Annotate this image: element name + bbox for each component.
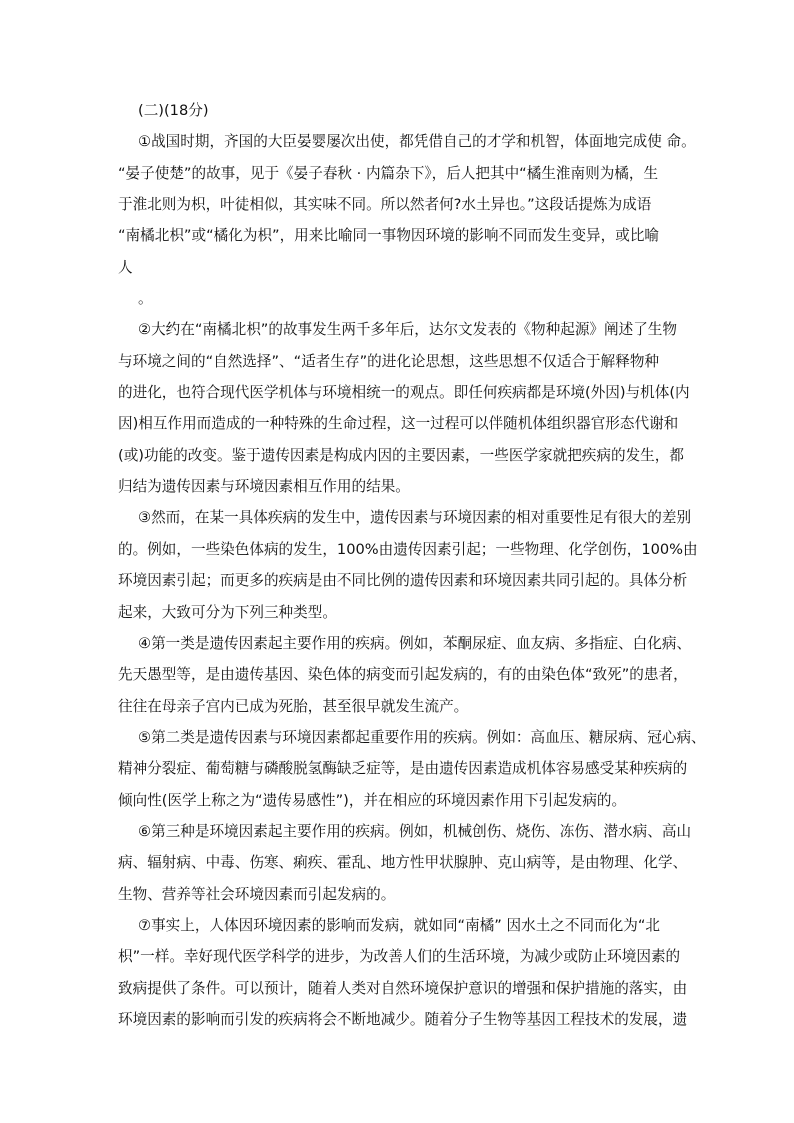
section-heading: (二)(18分) bbox=[138, 102, 209, 119]
text-line: ②大约在“南橘北枳”的故事发生两千多年后，达尔文发表的《物种起源》阐述了生物 bbox=[138, 321, 677, 339]
document-body bbox=[118, 95, 706, 1035]
text-line: ①战国时期，齐国的大臣晏婴屡次出使，都凭借自己的才学和机智，体面地完成使 命。 bbox=[138, 133, 696, 151]
text-line: ⑦事实上，人体因环境因素的影响而发病，就如同“南橘” 因水土之不同而化为“北 bbox=[138, 916, 661, 934]
text-line: 环境因素的影响而引发的疾病将会不断地减少。随着分子生物等基因工程技术的发展，遗 bbox=[118, 1010, 688, 1028]
text-line: 于淮北则为枳，叶徒相似，其实味不同。所以然者何?水土异也。”这段话提炼为成语 bbox=[118, 196, 652, 214]
text-line: 倾向性(医学上称之为“遗传易感性”)，并在相应的环境因素作用下引起发病的。 bbox=[118, 791, 627, 809]
text-line: 。 bbox=[138, 290, 153, 308]
text-line: 因)相互作用而造成的一种特殊的生命过程，这一过程可以伴随机体组织器官形态代谢和 bbox=[118, 415, 679, 433]
text-line: 人 bbox=[118, 258, 133, 276]
text-line: 精神分裂症、葡萄糖与磷酸脱氢酶缺乏症等，是由遗传因素造成机体容易感受某种疾病的 bbox=[118, 760, 688, 778]
text-line: 病、辐射病、中毒、伤寒、痢疾、霍乱、地方性甲状腺肿、克山病等，是由物理、化学、 bbox=[118, 854, 688, 872]
text-line: 往往在母亲子宫内已成为死胎，甚至很早就发生流产。 bbox=[118, 697, 469, 715]
text-line: 先天愚型等，是由遗传基因、染色体的病变而引起发病的，有的由染色体“致死”的患者， bbox=[118, 666, 688, 684]
text-line: 归结为遗传因素与环境因素相互作用的结果。 bbox=[118, 478, 410, 496]
text-line: ③然而，在某一具体疾病的发生中，遗传因素与环境因素的相对重要性足有很大的差别 bbox=[138, 509, 692, 527]
text-line: 环境因素引起；而更多的疾病是由不同比例的遗传因素和环境因素共同引起的。具体分析 bbox=[118, 572, 688, 590]
text-line: (或)功能的改变。鉴于遗传因素是构成内因的主要因素，一些医学家就把疾病的发生，都 bbox=[118, 446, 684, 464]
text-line: 枳”一样。幸好现代医学科学的进步，为改善人们的生活环境，为减少或防止环境因素的 bbox=[118, 948, 681, 966]
text-line: 的。例如，一些染色体病的发生，100%由遗传因素引起；一些物理、化学创伤，100%由 bbox=[118, 540, 698, 558]
text-line: 的进化，也符合现代医学机体与环境相统一的观点。即任何疾病都是环境(外因)与机体(内 bbox=[118, 384, 690, 402]
text-line: “南橘北枳”或“橘化为枳”，用来比喻同一事物因环境的影响不同而发生变异，或比喻 bbox=[118, 227, 660, 245]
text-line: “晏子使楚”的故事，见于《晏子春秋 · 内篇杂下》，后人把其中“橘生淮南则为橘，生 bbox=[118, 164, 659, 182]
text-line: ⑥第三种是环境因素起主要作用的疾病。例如，机械创伤、烧伤、冻伤、潜水病、高山 bbox=[138, 822, 692, 840]
text-line: ⑤第二类是遗传因素与环境因素都起重要作用的疾病。例如：高血压、糖尿病、冠心病、 bbox=[138, 728, 706, 746]
text-line: ④第一类是遗传因素起主要作用的疾病。例如，苯酮尿症、血友病、多指症、白化病、 bbox=[138, 634, 692, 652]
text-line: 生物、营养等社会环境因素而引起发病的。 bbox=[118, 885, 396, 903]
text-line: 起来，大致可分为下列三种类型。 bbox=[118, 603, 337, 621]
text-line: 与环境之间的“自然选择”、“适者生存”的进化论思想，这些思想不仅适合于解释物种 bbox=[118, 352, 660, 370]
text-line: 致病提供了条件。可以预计，随着人类对自然环境保护意识的增强和保护措施的落实，由 bbox=[118, 979, 688, 997]
